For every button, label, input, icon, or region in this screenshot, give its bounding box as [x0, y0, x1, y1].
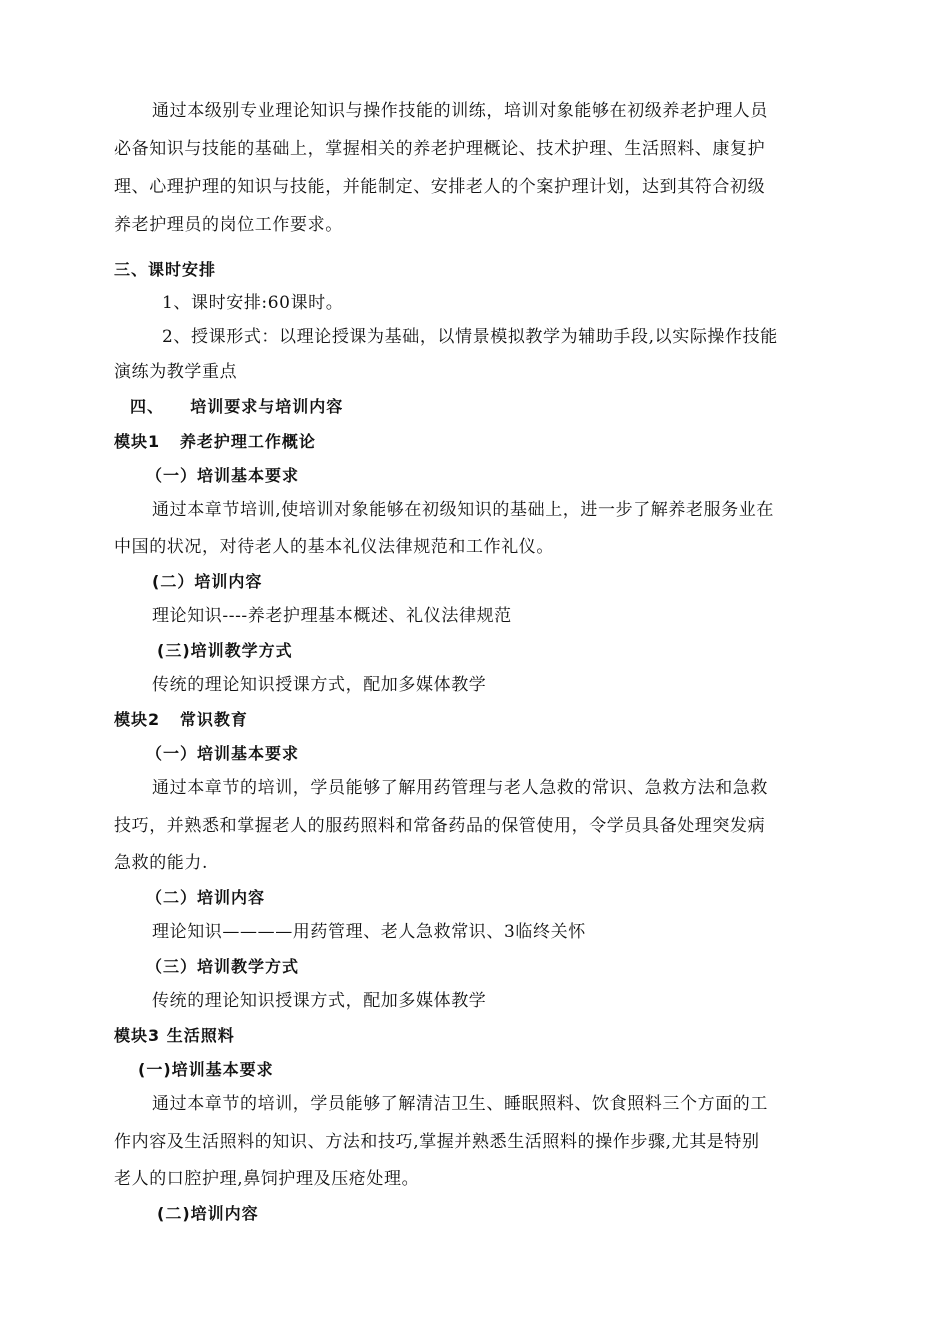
module1-title: 模块1 养老护理工作概论: [114, 432, 316, 451]
module2-title: 模块2 常识教育: [114, 710, 248, 729]
section3-item1: 1、课时安排:60课时。: [162, 293, 344, 313]
module1-req-heading: （一）培训基本要求: [146, 466, 300, 485]
module3-req-heading: (一)培训基本要求: [138, 1060, 274, 1079]
intro-line-2: 必备知识与技能的基础上，掌握相关的养老护理概论、技术护理、生活照料、康复护: [114, 139, 766, 159]
module1-content-heading: (二）培训内容: [152, 572, 263, 591]
module1-method-heading: (三)培训教学方式: [157, 641, 293, 660]
section3-heading: 三、课时安排: [114, 260, 217, 279]
module1-req-line-1: 通过本章节培训,使培训对象能够在初级知识的基础上，进一步了解养老服务业在: [152, 500, 775, 520]
module3-req-line-3: 老人的口腔护理,鼻饲护理及压疮处理。: [114, 1169, 420, 1189]
module2-method-text: 传统的理论知识授课方式，配加多媒体教学: [152, 991, 487, 1011]
module2-req-line-3: 急救的能力.: [114, 853, 209, 873]
module2-req-heading: （一）培训基本要求: [146, 744, 300, 763]
module1-method-text: 传统的理论知识授课方式，配加多媒体教学: [152, 675, 487, 695]
module2-content-heading: （二）培训内容: [146, 888, 266, 907]
module2-method-heading: （三）培训教学方式: [146, 957, 300, 976]
module3-title: 模块3 生活照料: [114, 1026, 235, 1045]
module2-content-text: 理论知识————用药管理、老人急救常识、3临终关怀: [152, 922, 586, 942]
module3-req-line-2: 作内容及生活照料的知识、方法和技巧,掌握并熟悉生活照料的操作步骤,尤其是特别: [114, 1132, 760, 1152]
section3-item2-line-2: 演练为教学重点: [114, 362, 238, 382]
module1-req-line-2: 中国的状况，对待老人的基本礼仪法律规范和工作礼仪。: [114, 537, 554, 557]
module2-req-line-2: 技巧，并熟悉和掌握老人的服药照料和常备药品的保管使用，令学员具备处理突发病: [114, 816, 766, 836]
module2-req-line-1: 通过本章节的培训，学员能够了解用药管理与老人急救的常识、急救方法和急救: [152, 778, 768, 798]
module1-content-text: 理论知识----养老护理基本概述、礼仪法律规范: [152, 606, 512, 626]
intro-line-3: 理、心理护理的知识与技能，并能制定、安排老人的个案护理计划，达到其符合初级: [114, 177, 766, 197]
section4-heading: 四、 培训要求与培训内容: [130, 397, 344, 416]
module3-req-line-1: 通过本章节的培训，学员能够了解清洁卫生、睡眠照料、饮食照料三个方面的工: [152, 1094, 768, 1114]
intro-line-1: 通过本级别专业理论知识与操作技能的训练，培训对象能够在初级养老护理人员: [152, 101, 768, 121]
module3-content-heading: (二)培训内容: [157, 1204, 259, 1223]
section3-item2-line-1: 2、授课形式：以理论授课为基础，以情景模拟教学为辅助手段,以实际操作技能: [162, 327, 778, 347]
intro-line-4: 养老护理员的岗位工作要求。: [114, 215, 343, 235]
